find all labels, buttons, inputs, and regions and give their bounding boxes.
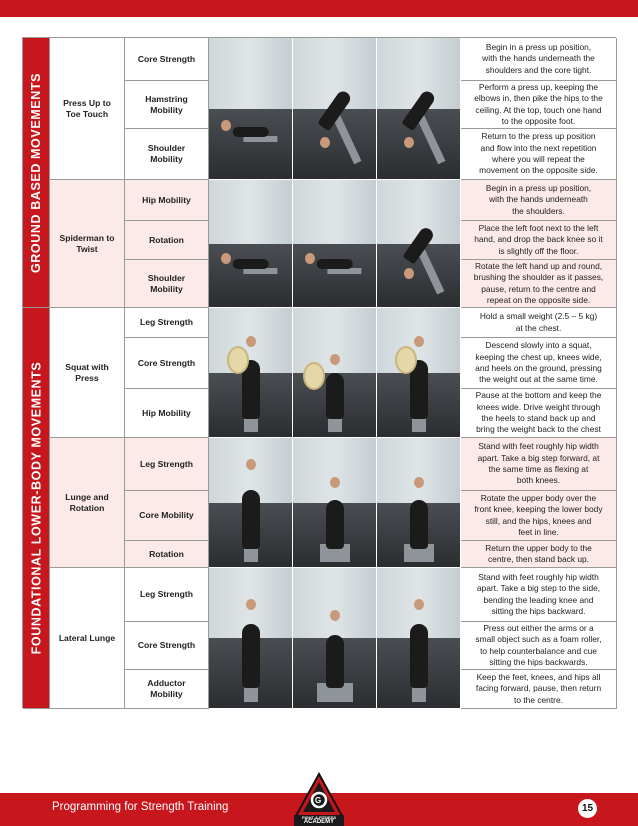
focus-label: Adductor Mobility (125, 670, 209, 709)
exercise-photo (377, 38, 461, 179)
focus-label: Core Strength (125, 338, 209, 389)
step-description: Keep the feet, knees, and hips all facing forward, pause, then return to the centre. (461, 670, 617, 709)
exercise-photo (293, 180, 377, 307)
exercise-photo (209, 568, 293, 708)
exercise-photo (293, 438, 377, 567)
section-foundational-lower-body (23, 308, 50, 709)
exercise-photo (293, 308, 377, 437)
step-description: Return to the press up position and flow into the next repetition where you will repeat the movement on the opposite side. (461, 129, 617, 180)
focus-label: Hamstring Mobility (125, 81, 209, 129)
step-description: Rotate the left hand up and round, brushing the shoulder as it passes, pause, return to the centre and repeat on the opposite side. (461, 260, 617, 308)
movement-name: Lunge and Rotation (50, 438, 125, 568)
focus-label: Hip Mobility (125, 180, 209, 221)
svg-text:G: G (315, 796, 322, 805)
exercise-table (22, 37, 616, 708)
step-description: Place the left foot next to the left hand, and drop the back knee so it is slightly off the floor. (461, 221, 617, 260)
top-accent-bar (0, 0, 638, 17)
step-description: Perform a press up, keeping the elbows in, then pike the hips to the ceiling. At the top, touch one hand to the opposite foot. (461, 81, 617, 129)
exercise-photo (293, 568, 377, 708)
exercise-photo (209, 438, 293, 567)
exercise-photo (209, 38, 293, 179)
exercise-photo (377, 308, 461, 437)
focus-label: Rotation (125, 541, 209, 568)
logo-title: ACADEMY (303, 819, 335, 825)
focus-label: Shoulder Mobility (125, 260, 209, 308)
focus-label: Core Strength (125, 38, 209, 81)
exercise-photo (293, 38, 377, 179)
focus-label: Hip Mobility (125, 389, 209, 438)
footer-title: Programming for Strength Training (52, 801, 229, 813)
step-description: Return the upper body to the centre, then stand back up. (461, 541, 617, 568)
page-number: 15 (578, 799, 597, 818)
exercise-photo (209, 180, 293, 307)
exercise-photo (377, 180, 461, 307)
step-description: Stand with feet roughly hip width apart. Take a big step forward, at the same time as flexing at both knees. (461, 438, 617, 491)
focus-label: Shoulder Mobility (125, 129, 209, 180)
step-description: Begin in a press up position, with the hands underneath the shoulders. (461, 180, 617, 221)
section-ground-based (23, 38, 50, 308)
step-description: Press out either the arms or a small object such as a foam roller, to help counterbalance and cue sitting the hips backwards. (461, 622, 617, 670)
step-description: Descend slowly into a squat, keeping the chest up, knees wide, and heels on the ground, pressing the weight out at the same time. (461, 338, 617, 389)
focus-label: Leg Strength (125, 568, 209, 622)
exercise-photo (377, 438, 461, 567)
section-label: FOUNDATIONAL LOWER-BODY MOVEMENTS (29, 361, 43, 655)
step-description: Pause at the bottom and keep the knees wide. Drive weight through the heels to stand back up and bring the weight back to the chest (461, 389, 617, 438)
step-description: Hold a small weight (2.5 – 5 kg) at the chest. (461, 308, 617, 338)
focus-label: Leg Strength (125, 308, 209, 338)
step-description: Rotate the upper body over the front knee, keeping the lower body still, and the hips, knees and feet in line. (461, 491, 617, 541)
step-description: Begin in a press up position, with the hands underneath the shoulders and the core tight. (461, 38, 617, 81)
movement-name: Press Up to Toe Touch (50, 38, 125, 180)
focus-label: Core Mobility (125, 491, 209, 541)
exercise-photo (377, 568, 461, 708)
movement-name: Lateral Lunge (50, 568, 125, 709)
logo-subtitle: FIGHT & FITNESS (302, 815, 336, 820)
movement-name: Squat with Press (50, 308, 125, 438)
section-label: GROUND BASED MOVEMENTS (29, 72, 43, 273)
movement-name: Spiderman to Twist (50, 180, 125, 308)
exercise-photo (209, 308, 293, 437)
focus-label: Leg Strength (125, 438, 209, 491)
step-description: Stand with feet roughly hip width apart. Take a big step to the side, bending the leading knee and sitting the hips backward. (461, 568, 617, 622)
focus-label: Core Strength (125, 622, 209, 670)
focus-label: Rotation (125, 221, 209, 260)
